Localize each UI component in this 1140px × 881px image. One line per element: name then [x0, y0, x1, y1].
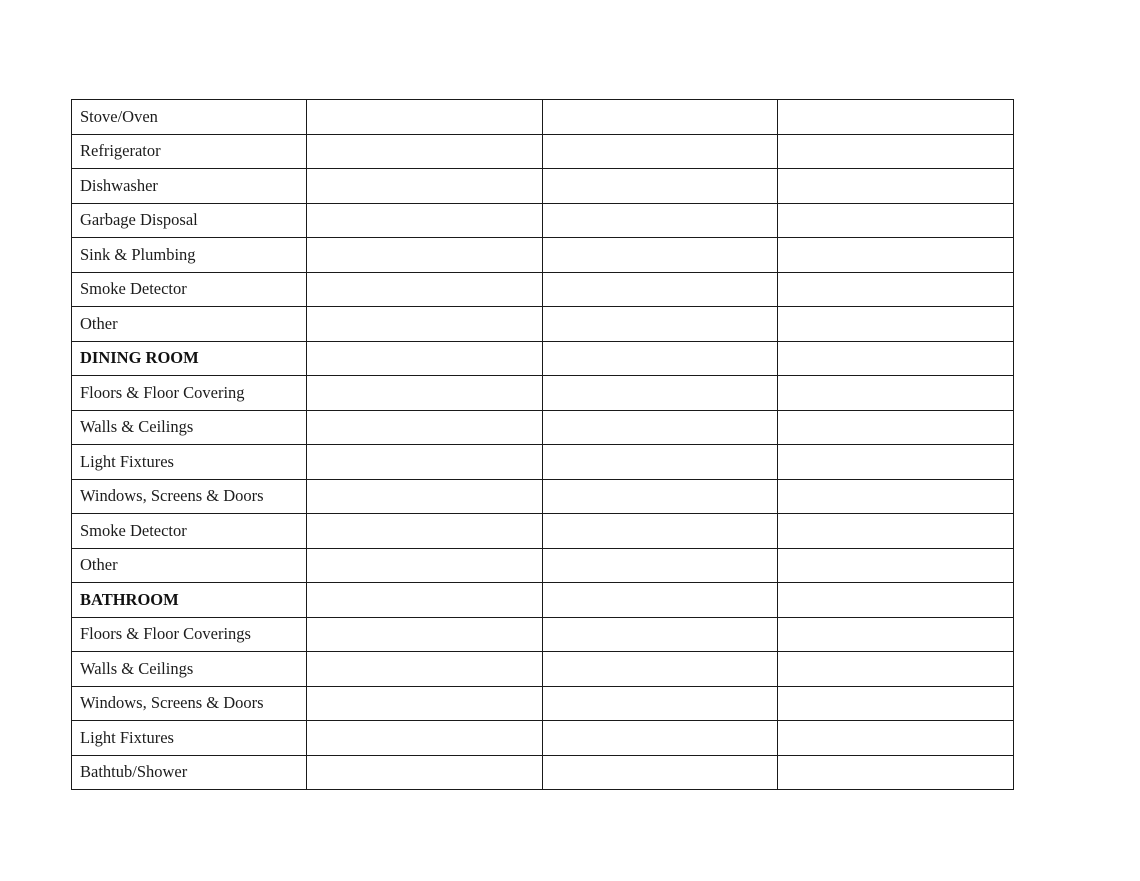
blank-cell-col-3 — [778, 169, 1014, 204]
blank-cell-col-3 — [778, 272, 1014, 307]
item-label: Light Fixtures — [72, 721, 307, 756]
blank-cell-col-1 — [307, 617, 543, 652]
blank-cell-col-2 — [543, 100, 778, 135]
blank-cell-col-3 — [778, 721, 1014, 756]
blank-cell-col-3 — [778, 376, 1014, 411]
item-label: Garbage Disposal — [72, 203, 307, 238]
blank-cell-col-1 — [307, 272, 543, 307]
section-heading: BATHROOM — [72, 583, 307, 618]
blank-cell-col-3 — [778, 410, 1014, 445]
item-label: Bathtub/Shower — [72, 755, 307, 790]
blank-cell-col-2 — [543, 203, 778, 238]
table-row — [72, 203, 1014, 238]
blank-cell-col-3 — [778, 686, 1014, 721]
blank-cell-col-3 — [778, 755, 1014, 790]
blank-cell-col-1 — [307, 203, 543, 238]
blank-cell-col-1 — [307, 238, 543, 273]
blank-cell-col-3 — [778, 238, 1014, 273]
table-row — [72, 755, 1014, 790]
table-row — [72, 376, 1014, 411]
table-row — [72, 514, 1014, 549]
blank-cell-col-3 — [778, 203, 1014, 238]
section-header-row — [72, 341, 1014, 376]
blank-cell-col-2 — [543, 548, 778, 583]
item-label: Refrigerator — [72, 134, 307, 169]
blank-cell-col-2 — [543, 721, 778, 756]
blank-cell-col-3 — [778, 479, 1014, 514]
table-row — [72, 100, 1014, 135]
blank-cell-col-3 — [778, 134, 1014, 169]
item-label: Other — [72, 548, 307, 583]
blank-cell-col-3 — [778, 514, 1014, 549]
blank-cell-col-1 — [307, 134, 543, 169]
item-label: Floors & Floor Coverings — [72, 617, 307, 652]
blank-cell-col-2 — [543, 238, 778, 273]
blank-cell-col-3 — [778, 652, 1014, 687]
table-row — [72, 652, 1014, 687]
item-label: Smoke Detector — [72, 272, 307, 307]
table-row — [72, 272, 1014, 307]
blank-cell-col-3 — [778, 548, 1014, 583]
item-label: Walls & Ceilings — [72, 652, 307, 687]
blank-cell-col-1 — [307, 686, 543, 721]
blank-cell-col-1 — [307, 410, 543, 445]
blank-cell-col-1 — [307, 514, 543, 549]
item-label: Dishwasher — [72, 169, 307, 204]
table-row — [72, 238, 1014, 273]
blank-cell-col-1 — [307, 100, 543, 135]
blank-cell-col-1 — [307, 548, 543, 583]
blank-cell-col-2 — [543, 307, 778, 342]
blank-cell-col-2 — [543, 445, 778, 480]
blank-cell-col-1 — [307, 755, 543, 790]
blank-cell-col-1 — [307, 445, 543, 480]
table-row — [72, 686, 1014, 721]
blank-cell-col-1 — [307, 721, 543, 756]
blank-cell-col-2 — [543, 514, 778, 549]
table-row — [72, 479, 1014, 514]
blank-cell-col-2 — [543, 410, 778, 445]
checklist-body — [72, 100, 1014, 790]
table-row — [72, 721, 1014, 756]
blank-cell-col-1 — [307, 583, 543, 618]
blank-cell-col-2 — [543, 583, 778, 618]
table-row — [72, 445, 1014, 480]
blank-cell-col-3 — [778, 307, 1014, 342]
blank-cell-col-2 — [543, 169, 778, 204]
blank-cell-col-1 — [307, 341, 543, 376]
table-row — [72, 307, 1014, 342]
blank-cell-col-2 — [543, 341, 778, 376]
blank-cell-col-3 — [778, 445, 1014, 480]
blank-cell-col-3 — [778, 100, 1014, 135]
blank-cell-col-3 — [778, 617, 1014, 652]
table-row — [72, 134, 1014, 169]
blank-cell-col-1 — [307, 479, 543, 514]
item-label: Smoke Detector — [72, 514, 307, 549]
item-label: Other — [72, 307, 307, 342]
item-label: Sink & Plumbing — [72, 238, 307, 273]
item-label: Windows, Screens & Doors — [72, 479, 307, 514]
blank-cell-col-2 — [543, 686, 778, 721]
table-row — [72, 410, 1014, 445]
blank-cell-col-2 — [543, 755, 778, 790]
blank-cell-col-2 — [543, 272, 778, 307]
table-row — [72, 617, 1014, 652]
item-label: Light Fixtures — [72, 445, 307, 480]
blank-cell-col-2 — [543, 652, 778, 687]
blank-cell-col-1 — [307, 376, 543, 411]
item-label: Floors & Floor Covering — [72, 376, 307, 411]
table-row — [72, 548, 1014, 583]
blank-cell-col-2 — [543, 617, 778, 652]
item-label: Walls & Ceilings — [72, 410, 307, 445]
section-heading: DINING ROOM — [72, 341, 307, 376]
inspection-checklist-table — [71, 99, 1014, 790]
blank-cell-col-2 — [543, 479, 778, 514]
blank-cell-col-2 — [543, 134, 778, 169]
blank-cell-col-3 — [778, 583, 1014, 618]
item-label: Stove/Oven — [72, 100, 307, 135]
table-row — [72, 169, 1014, 204]
blank-cell-col-2 — [543, 376, 778, 411]
blank-cell-col-1 — [307, 169, 543, 204]
section-header-row — [72, 583, 1014, 618]
blank-cell-col-1 — [307, 652, 543, 687]
blank-cell-col-3 — [778, 341, 1014, 376]
item-label: Windows, Screens & Doors — [72, 686, 307, 721]
blank-cell-col-1 — [307, 307, 543, 342]
